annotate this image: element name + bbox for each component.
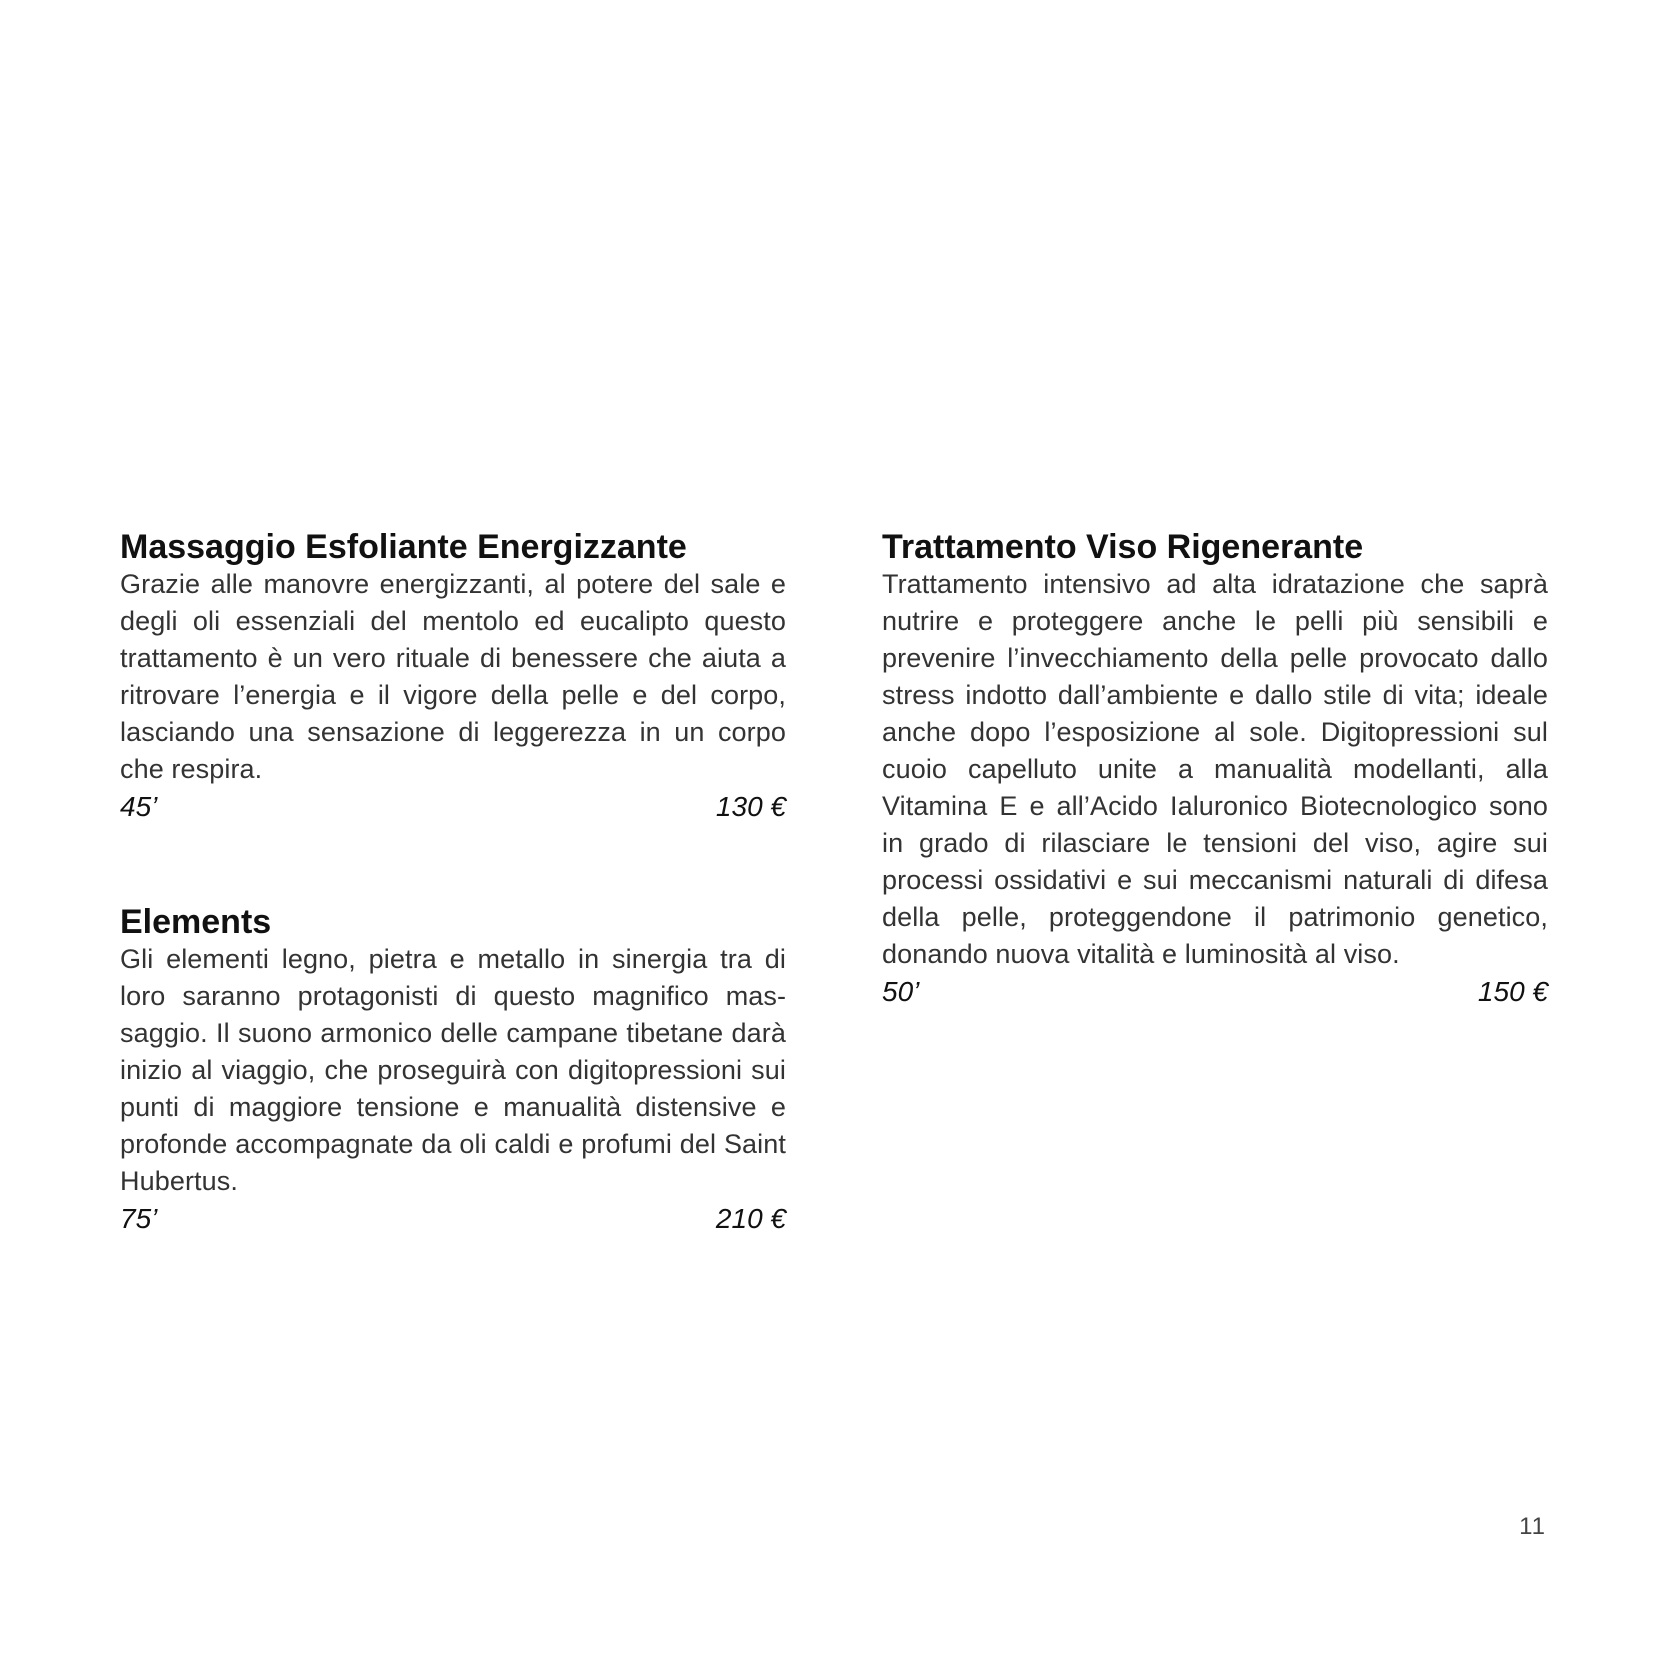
treatment-title: Elements [120,903,272,941]
treatment-duration: 45’ [120,791,158,822]
treatment-meta [882,973,1548,1010]
treatment-meta [120,788,786,825]
treatment-price: 210 € [715,1203,786,1234]
treatment-viso-rigenerante [882,528,1548,1010]
treatment-title: Massaggio Esfoliante Energizzante [120,528,687,566]
treatment-duration: 50’ [882,976,920,1007]
treatment-elements [120,903,786,1237]
treatment-price: 130 € [715,791,786,822]
treatment-duration: 75’ [120,1203,158,1234]
treatment-price: 150 € [1477,976,1548,1007]
treatment-meta [120,1200,786,1237]
treatment-title: Trattamento Viso Rigenerante [882,528,1364,566]
treatment-description: Grazie alle manovre energizzanti, al potere del sale e degli oli essenziali del mentolo ed eucalipto questo trattamento è un vero rituale di benessere che aiuta a ritrovare l’energia e il vigore della pelle e del corpo, lasciando una sensazione di leggerezza in un corpo che respira. [120,569,786,784]
page-number: 11 [1519,1513,1546,1540]
treatment-description: Trattamento intensivo ad alta idratazione che saprà nutrire e proteggere anche le pelli più sensibili e prevenire l’invecchiamento della pelle provocato dallo stress indotto dall’ambiente e dallo stile di vita; ideale anche dopo l’esposizione al sole. Digitopressioni sul cuoio capelluto unite a manualità modellanti, alla Vitamina E e all’Acido Ialuronico Biotecnologico sono in grado di rilasciare le tensioni del viso, agire sui processi ossidativi e sui meccanismi naturali di difesa della pelle, proteggendone il patrimonio genetico, donando nuova vitalità e luminosità al viso. [882,569,1548,969]
treatment-massaggio-esfoliante [120,528,786,825]
treatment-description: Gli elementi legno, pietra e metallo in sinergia tra di loro saranno protagonisti di questo magnifico massaggio. Il suono armonico delle campane tibetane darà inizio al viaggio, che proseguirà con digitopressioni sui punti di maggiore tensione e manualità distensive e profonde accompagnate da oli caldi e profumi del Saint Hubertus. [120,944,786,1196]
